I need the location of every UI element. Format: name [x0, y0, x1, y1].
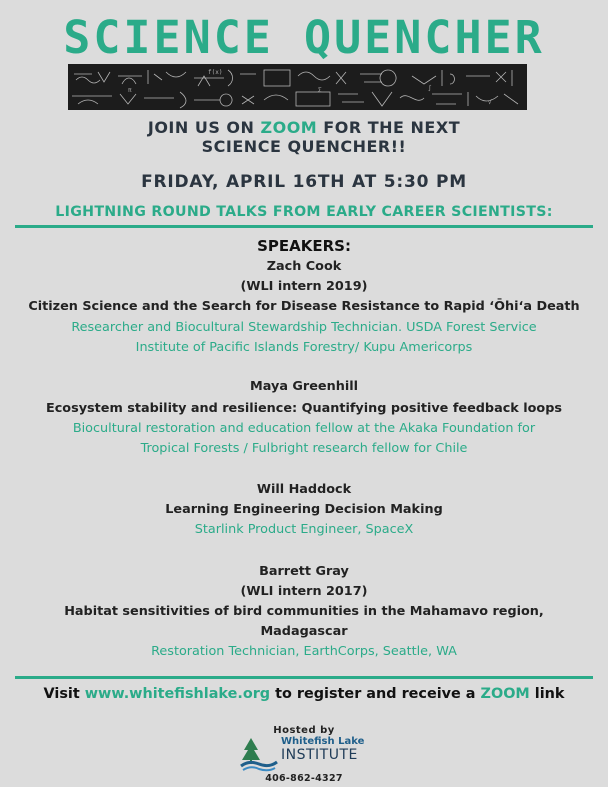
speaker-talk-title: Learning Engineering Decision Making — [165, 502, 443, 517]
link-text: link — [529, 686, 565, 702]
headline-line-2: SCIENCE QUENCHER!! — [201, 137, 407, 156]
headline-join: JOIN US ON — [147, 118, 261, 137]
speaker-talk-title: Ecosystem stability and resilience: Quantifying positive feedback loops — [45, 401, 562, 416]
lightning-round-heading: LIGHTNING ROUND TALKS FROM EARLY CAREER SCIENTISTS: — [55, 204, 553, 220]
website-link[interactable]: www.whitefishlake.org — [84, 686, 271, 702]
whitefish-lake-institute-logo — [239, 736, 369, 772]
chalkboard-equations-icon — [68, 64, 527, 110]
divider-bottom — [15, 676, 593, 679]
speaker-name: Zach Cook — [266, 259, 342, 274]
speaker-role: Biocultural restoration and education fellow at the Akaka Foundation for — [72, 421, 536, 436]
speaker-role: Starlink Product Engineer, SpaceX — [194, 522, 414, 537]
headline-next: FOR THE NEXT — [317, 118, 461, 137]
speaker-name: Will Haddock — [256, 482, 352, 497]
svg-text:π: π — [128, 87, 132, 94]
speaker-note: (WLI intern 2017) — [240, 584, 368, 599]
speaker-talk-title: Habitat sensitivities of bird communities in the Mahamavo region, — [64, 604, 544, 619]
event-date: FRIDAY, APRIL 16TH AT 5:30 PM — [141, 172, 467, 192]
speakers-heading: SPEAKERS: — [257, 237, 351, 255]
phone-number: 406-862-4327 — [265, 773, 343, 784]
headline-zoom: ZOOM — [260, 118, 318, 137]
register-text: to register and receive a — [270, 686, 481, 702]
tree-lake-icon — [239, 736, 279, 772]
speaker-role: Institute of Pacific Islands Forestry/ Kupu Americorps — [135, 340, 473, 355]
logo-text-institute: INSTITUTE — [281, 747, 358, 763]
visit-text: Visit — [43, 686, 85, 702]
speaker-role: Tropical Forests / Fulbright research fellow for Chile — [140, 441, 468, 456]
speaker-name: Maya Greenhill — [250, 379, 358, 394]
divider-top — [15, 225, 593, 228]
speaker-talk-title: Madagascar — [260, 624, 348, 639]
speaker-note: (WLI intern 2019) — [240, 279, 368, 294]
speaker-role: Restoration Technician, EarthCorps, Seattle, WA — [151, 644, 457, 659]
zoom-text: ZOOM — [480, 686, 530, 702]
chalkboard-banner-image — [68, 64, 527, 110]
svg-text:f(x): f(x) — [208, 69, 223, 76]
svg-text:Σ: Σ — [318, 87, 322, 94]
svg-text:∫: ∫ — [428, 85, 432, 92]
speaker-name: Barrett Gray — [259, 564, 349, 579]
register-line — [0, 686, 608, 702]
poster-title: SCIENCE QUENCHER — [63, 11, 545, 64]
speaker-role: Researcher and Biocultural Stewardship Technician. USDA Forest Service — [71, 320, 537, 335]
hosted-by-label: Hosted by — [273, 725, 335, 736]
headline-line-1 — [0, 118, 608, 138]
logo-text-whitefish-lake: Whitefish Lake — [281, 736, 365, 747]
speaker-talk-title: Citizen Science and the Search for Disease Resistance to Rapid ʻŌhiʻa Death — [28, 299, 580, 314]
svg-text:√: √ — [488, 99, 492, 106]
